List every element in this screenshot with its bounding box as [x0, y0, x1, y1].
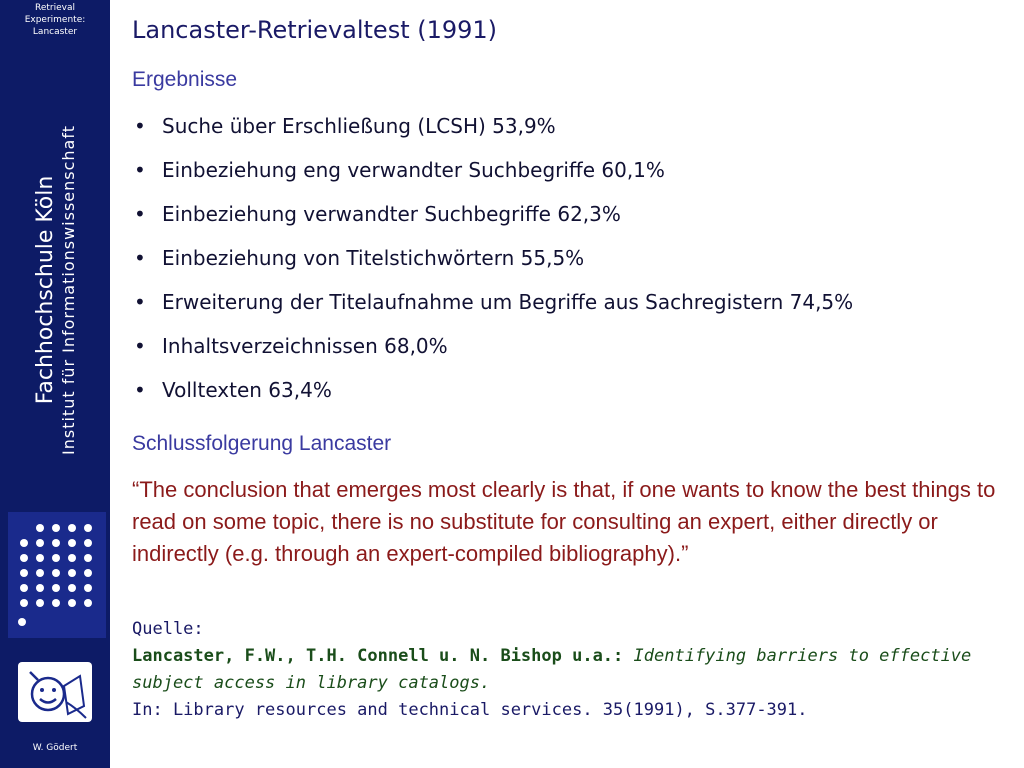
grid-dot [36, 539, 44, 547]
list-item: • Einbeziehung eng verwandter Suchbegriffe 60,1% [132, 152, 1012, 196]
list-item: • Inhaltsverzeichnissen 68,0% [132, 328, 1012, 372]
grid-dot [52, 569, 60, 577]
bullet-icon: • [134, 246, 146, 270]
list-item: • Einbeziehung verwandter Suchbegriffe 62,3% [132, 196, 1012, 240]
grid-dot [18, 618, 26, 626]
grid-dot [84, 599, 92, 607]
institution-vertical-text [15, 80, 97, 500]
grid-dot [84, 524, 92, 532]
list-item: • Suche über Erschließung (LCSH) 53,9% [132, 108, 1012, 152]
grid-dot [84, 569, 92, 577]
conclusion-quote: “The conclusion that emerges most clearly is that, if one wants to know the best things to read on some topic, there is no substitute for consulting an expert, either directly or indirectly (e.g. through an expert-compiled bibliography).” [132, 477, 996, 566]
grid-dot [36, 599, 44, 607]
bullet-icon: • [134, 334, 146, 358]
grid-dot [20, 584, 28, 592]
grid-dot [68, 599, 76, 607]
source-citation [132, 616, 1012, 724]
bullet-icon: • [134, 290, 146, 314]
grid-dot [36, 569, 44, 577]
grid-dot [20, 554, 28, 562]
grid-dot [36, 584, 44, 592]
dot-grid-pattern [8, 512, 106, 638]
list-item: • Einbeziehung von Titelstichwörtern 55,5% [132, 240, 1012, 284]
grid-dot [20, 569, 28, 577]
section-heading-conclusion: Schlussfolgerung Lancaster [132, 432, 392, 455]
institution-name: Fachhochschule Köln [33, 175, 58, 405]
bullet-icon: • [134, 378, 146, 402]
smiley-reader-logo-icon [18, 662, 92, 722]
grid-dot [52, 584, 60, 592]
grid-dot [52, 539, 60, 547]
grid-dot [68, 554, 76, 562]
list-item: • Volltexten 63,4% [132, 372, 1012, 416]
grid-dot [84, 584, 92, 592]
citation-authors: Lancaster, F.W., T.H. Connell u. N. Bishop u.a.: [132, 646, 624, 666]
grid-dot [68, 524, 76, 532]
grid-dot [84, 554, 92, 562]
section-heading-results: Ergebnisse [132, 68, 238, 91]
bullet-icon: • [134, 114, 146, 138]
institute-name: Institut für Informationswissenschaft [59, 125, 78, 455]
slide-title: Lancaster-Retrievaltest (1991) [132, 16, 498, 44]
grid-dot [52, 524, 60, 532]
grid-dot [36, 554, 44, 562]
grid-dot [68, 539, 76, 547]
grid-dot [52, 599, 60, 607]
author-name: W. Gödert [32, 743, 78, 753]
grid-dot [84, 539, 92, 547]
results-list [132, 108, 1012, 416]
sidebar-header: Retrieval Experimente: Lancaster [24, 3, 86, 37]
grid-dot [68, 569, 76, 577]
bullet-icon: • [134, 202, 146, 226]
grid-dot [36, 524, 44, 532]
citation-title: Identifying barriers to effective subject access in library catalogs. [132, 646, 972, 693]
source-label: Quelle: [132, 619, 204, 639]
citation-publication: In: Library resources and technical services. 35(1991), S.377-391. [132, 700, 808, 720]
list-item: • Erweiterung der Titelaufnahme um Begriffe aus Sachregistern 74,5% [132, 284, 1012, 328]
grid-dot [20, 599, 28, 607]
grid-dot [52, 554, 60, 562]
grid-dot [20, 539, 28, 547]
sidebar [0, 0, 110, 768]
bullet-icon: • [134, 158, 146, 182]
grid-dot [68, 584, 76, 592]
